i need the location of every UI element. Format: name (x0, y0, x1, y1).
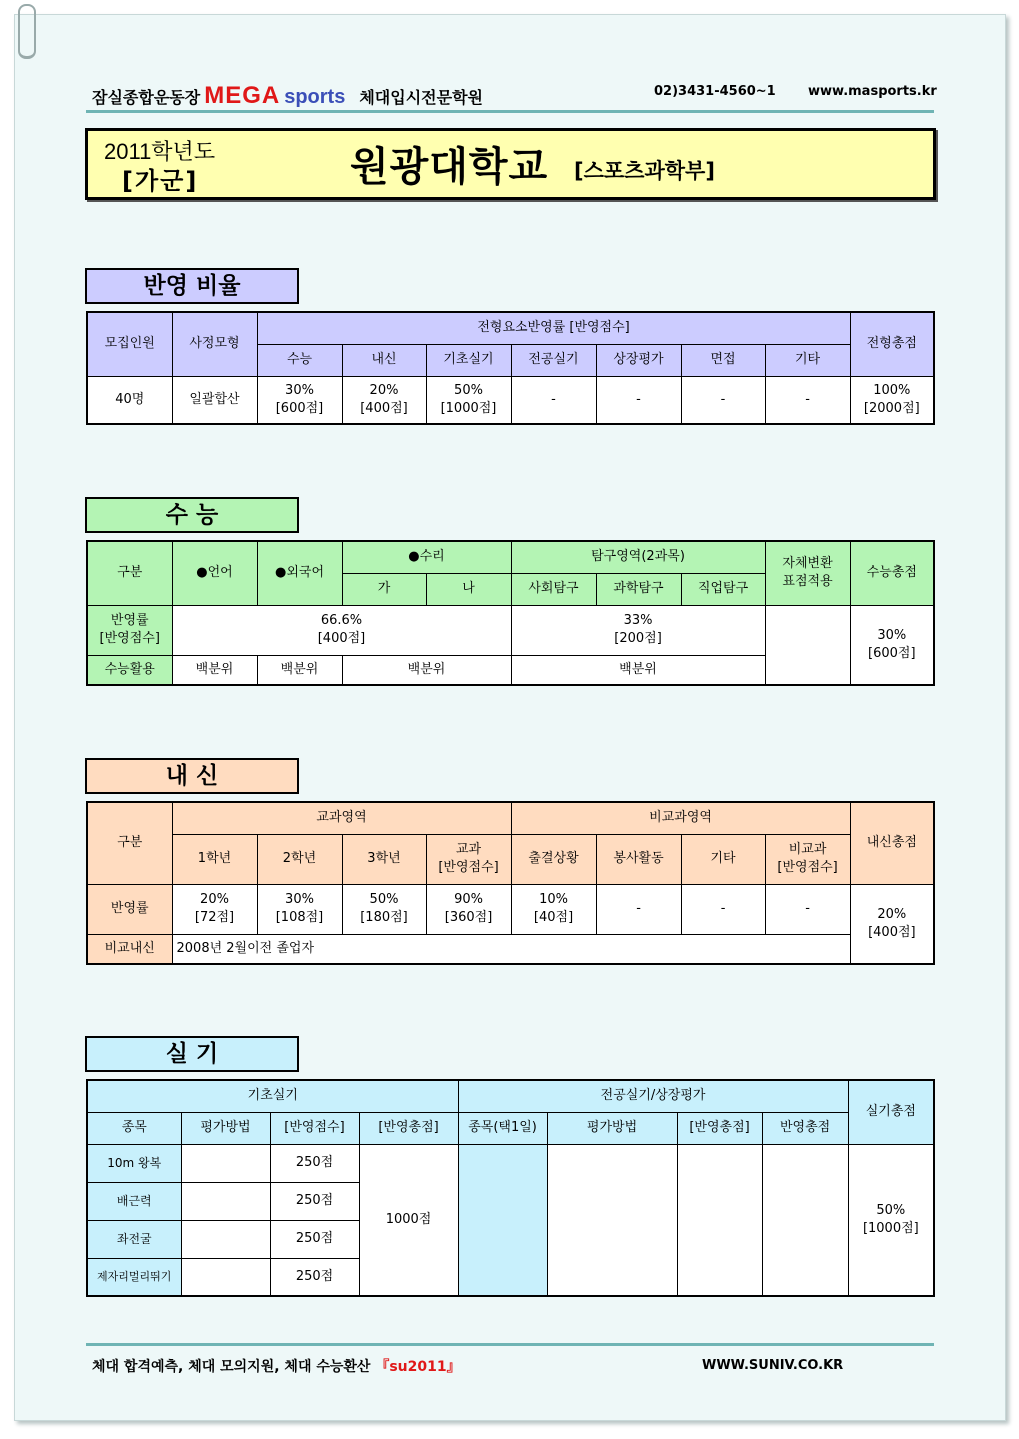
header-method-2: 평가방법 (547, 1112, 677, 1144)
admission-group: [가군] (122, 167, 199, 195)
header-elements: 전형요소반영률 [반영점수] (257, 312, 850, 344)
header-inquiry: 탐구영역(2과목) (511, 541, 765, 573)
academy-prefix: 잠실종합운동장 (92, 88, 201, 107)
admission-year: 2011학년도 (104, 139, 216, 164)
header-sub: 면접 (681, 344, 765, 376)
header-method: 평가방법 (181, 1112, 270, 1144)
header-subject-area: 교과영역 (172, 802, 511, 834)
header-event-choice: 종목(택1일) (458, 1112, 547, 1144)
title-box (85, 128, 936, 200)
header-total: 실기총점 (848, 1080, 934, 1144)
silgi-total-cell: 50% [1000점] (848, 1144, 934, 1296)
academy-header (92, 80, 937, 112)
naesin-cell: 90% [360점] (426, 884, 511, 934)
header-nonsubject-score: 비교과 [반영점수] (765, 834, 850, 884)
event-score: 250점 (270, 1220, 359, 1258)
footer-rule (86, 1343, 934, 1346)
suneung-table (86, 540, 935, 686)
use-inquiry: 백분위 (511, 655, 765, 685)
header-sum: [반영총점] (359, 1112, 458, 1144)
naesin-cell: 50% [180점] (342, 884, 426, 934)
major-event-cell (458, 1144, 547, 1296)
element-cell: - (765, 376, 850, 424)
major-method-cell (547, 1144, 677, 1296)
header-vocational: 직업탐구 (681, 573, 765, 605)
section-ratio-title: 반영 비율 (85, 268, 299, 304)
naesin-total-cell: 20% [400점] (850, 884, 934, 964)
naesin-cell: - (765, 884, 850, 934)
row-compare-label: 비교내신 (87, 934, 172, 964)
event-name: 제자리멀리뛰기 (87, 1258, 181, 1296)
std-score-cell (765, 605, 850, 685)
major-sum-cell (677, 1144, 762, 1296)
header-grade-3: 3학년 (342, 834, 426, 884)
use-foreign: 백분위 (257, 655, 342, 685)
model-value: 일괄합산 (172, 376, 257, 424)
silgi-table (86, 1079, 935, 1297)
brand-sports: sports (284, 86, 346, 108)
header-rule (86, 110, 934, 113)
footer-su: 『su2011』 (375, 1359, 461, 1375)
header-nonsubject-area: 비교과영역 (511, 802, 850, 834)
header-major: 전공실기/상장평가 (458, 1080, 848, 1112)
event-name: 10m 왕복 (87, 1144, 181, 1182)
paperclip-icon (18, 4, 36, 59)
header-attendance: 출결상황 (511, 834, 596, 884)
event-method (181, 1144, 270, 1182)
use-language: 백분위 (172, 655, 257, 685)
brand-mega: MEGA (204, 82, 281, 109)
header-grade-2: 2학년 (257, 834, 342, 884)
event-method (181, 1258, 270, 1296)
event-name: 배근력 (87, 1182, 181, 1220)
element-cell: 30% [600점] (257, 376, 342, 424)
total-cell: 100% [2000점] (850, 376, 934, 424)
header-std-score: 자체변환 표점적용 (765, 541, 850, 605)
core-ratio-cell: 66.6% [400점] (172, 605, 511, 655)
naesin-cell: - (681, 884, 765, 934)
basic-total: 1000점 (359, 1144, 458, 1296)
header-math-ga: 가 (342, 573, 426, 605)
row-ratio-label: 반영률 (87, 884, 172, 934)
header-total: 전형총점 (850, 312, 934, 376)
use-math: 백분위 (342, 655, 511, 685)
recruit-value: 40명 (87, 376, 172, 424)
header-language: ●언어 (172, 541, 257, 605)
naesin-table (86, 801, 935, 965)
section-silgi-title: 실 기 (85, 1036, 299, 1072)
header-sub: 수능 (257, 344, 342, 376)
compare-text: 2008년 2월이전 졸업자 (172, 934, 850, 964)
naesin-cell: 30% [108점] (257, 884, 342, 934)
element-cell: - (511, 376, 596, 424)
header-subject-score: 교과 [반영점수] (426, 834, 511, 884)
header-sum-3: 반영총점 (762, 1112, 848, 1144)
header-volunteer: 봉사활동 (596, 834, 681, 884)
academy-name (92, 82, 483, 110)
section-naesin-title: 내 신 (85, 758, 299, 794)
event-score: 250점 (270, 1144, 359, 1182)
header-sub: 기초실기 (426, 344, 511, 376)
header-sub: 전공실기 (511, 344, 596, 376)
suneung-total-cell: 30% [600점] (850, 605, 934, 685)
section-suneung-title: 수 능 (85, 497, 299, 533)
header-social: 사회탐구 (511, 573, 596, 605)
academy-phone: 02)3431-4560~1 (654, 84, 776, 99)
row-use-label: 수능활용 (87, 655, 172, 685)
header-grade-1: 1학년 (172, 834, 257, 884)
naesin-cell: 10% [40점] (511, 884, 596, 934)
header-gubun: 구분 (87, 541, 172, 605)
header-foreign: ●외국어 (257, 541, 342, 605)
inquiry-ratio-cell: 33% [200점] (511, 605, 765, 655)
footer-slogan (92, 1356, 461, 1376)
academy-suffix: 체대입시전문학원 (359, 88, 483, 107)
event-score: 250점 (270, 1182, 359, 1220)
element-cell: - (596, 376, 681, 424)
header-sub: 상장평가 (596, 344, 681, 376)
naesin-cell: - (596, 884, 681, 934)
element-cell: - (681, 376, 765, 424)
footer-text: 체대 합격예측, 체대 모의지원, 체대 수능환산 (92, 1359, 371, 1375)
major-sum-cell-2 (762, 1144, 848, 1296)
header-gubun: 구분 (87, 802, 172, 884)
row-ratio-label: 반영률 [반영점수] (87, 605, 172, 655)
header-total: 수능총점 (850, 541, 934, 605)
header-basic: 기초실기 (87, 1080, 458, 1112)
header-recruit: 모집인원 (87, 312, 172, 376)
footer-website: WWW.SUNIV.CO.KR (702, 1358, 844, 1373)
header-sub: 내신 (342, 344, 426, 376)
university-name: 원광대학교 (350, 144, 549, 190)
header-sum-2: [반영총점] (677, 1112, 762, 1144)
header-etc: 기타 (681, 834, 765, 884)
department-name: [스포츠과학부] (574, 159, 715, 183)
naesin-cell: 20% [72점] (172, 884, 257, 934)
element-cell: 20% [400점] (342, 376, 426, 424)
event-name: 좌전굴 (87, 1220, 181, 1258)
event-method (181, 1220, 270, 1258)
header-math-na: 나 (426, 573, 511, 605)
event-method (181, 1182, 270, 1220)
header-math: ●수리 (342, 541, 511, 573)
event-score: 250점 (270, 1258, 359, 1296)
ratio-table (86, 311, 935, 425)
header-score: [반영점수] (270, 1112, 359, 1144)
header-science: 과학탐구 (596, 573, 681, 605)
header-event: 종목 (87, 1112, 181, 1144)
header-model: 사정모형 (172, 312, 257, 376)
header-sub: 기타 (765, 344, 850, 376)
header-total: 내신총점 (850, 802, 934, 884)
element-cell: 50% [1000점] (426, 376, 511, 424)
academy-website: www.masports.kr (808, 84, 937, 99)
